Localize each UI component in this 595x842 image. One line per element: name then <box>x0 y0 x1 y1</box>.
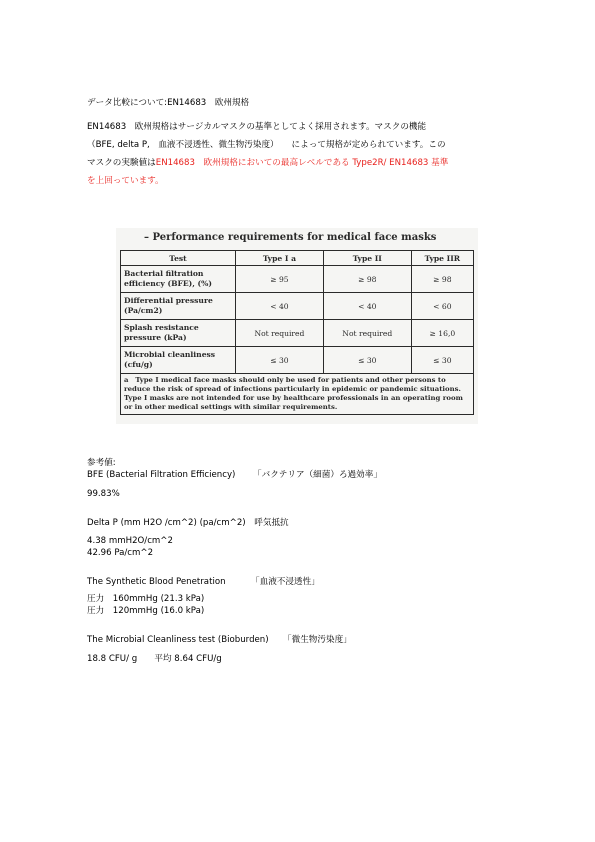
blood-penetration-name: The Synthetic Blood Penetration <box>87 577 226 587</box>
delta-p-name: Delta P (mm H2O /cm^2) (pa/cm^2) 呼気抵抗 <box>87 518 289 528</box>
blood-pressure-value-2: 圧力 120mmHg (16.0 kPa) <box>87 606 205 616</box>
intro-line-4: を上回っています。 <box>87 176 164 186</box>
table-footnote-row <box>121 374 474 415</box>
row-test-label: Microbial cleanliness (cfu/g) <box>121 347 236 374</box>
intro-line-2: （BFE, delta P, 血液不浸透性、微生物汚染度） によって規格が定められています。この <box>87 140 446 150</box>
bfe-value: 99.83% <box>87 489 120 499</box>
row-value: ≥ 98 <box>411 266 473 293</box>
row-value: Not required <box>323 320 411 347</box>
table-header-row <box>121 251 474 266</box>
table-footnote: a Type I medical face masks should only be used for patients and other persons to reduce the risk of spread of infections particularly in epidemic or pandemic situations. Type I masks are not intended for use by healthcare professionals in an operating room or in other medical settings with similar requirements. <box>121 374 474 415</box>
bfe-name: BFE (Bacterial Filtration Efficiency) <box>87 470 236 480</box>
header-type-2: Type II <box>323 251 411 266</box>
row-value: ≥ 16,0 <box>411 320 473 347</box>
bfe-japanese: 「バクテリア（細菌）ろ過効率」 <box>253 470 382 480</box>
row-value: ≤ 30 <box>323 347 411 374</box>
row-test-label: Differential pressure (Pa/cm2) <box>121 293 236 320</box>
performance-table <box>120 250 474 415</box>
row-value: ≥ 95 <box>236 266 324 293</box>
performance-requirements-figure <box>116 228 478 424</box>
intro-line-3-text: マスクの実験値は <box>87 158 156 168</box>
delta-p-value-1: 4.38 mmH2O/cm^2 <box>87 536 173 546</box>
table-row <box>121 266 474 293</box>
row-value: < 60 <box>411 293 473 320</box>
row-value: ≤ 30 <box>411 347 473 374</box>
row-value: < 40 <box>323 293 411 320</box>
header-test: Test <box>121 251 236 266</box>
header-type-1: Type I a <box>236 251 324 266</box>
intro-highlight: EN14683 欧州規格においての最高レベルである Type2R/ EN14683 基準 <box>155 158 449 168</box>
row-value: ≥ 98 <box>323 266 411 293</box>
row-value: ≤ 30 <box>236 347 324 374</box>
intro-line-3 <box>87 157 448 169</box>
header-type-2r: Type IIR <box>411 251 473 266</box>
row-test-label: Splash resistance pressure (kPa) <box>121 320 236 347</box>
page-heading: データ比較について:EN14683 欧州規格 <box>87 98 250 108</box>
delta-p-value-2: 42.96 Pa/cm^2 <box>87 548 154 558</box>
blood-pressure-value-1: 圧力 160mmHg (21.3 kPa) <box>87 594 205 604</box>
table-row <box>121 293 474 320</box>
microbial-value: 18.8 CFU/ g 平均 8.64 CFU/g <box>87 654 222 664</box>
reference-label: 参考値: <box>87 458 116 468</box>
microbial-name: The Microbial Cleanliness test (Bioburden) <box>87 635 269 645</box>
intro-line-1: EN14683 欧州規格はサージカルマスクの基準としてよく採用されます。マスクの機能 <box>87 122 427 132</box>
row-value: Not required <box>236 320 324 347</box>
table-row <box>121 347 474 374</box>
row-test-label: Bacterial filtration efficiency (BFE), (%) <box>121 266 236 293</box>
figure-title: – Performance requirements for medical face masks <box>144 232 437 243</box>
table-row <box>121 320 474 347</box>
blood-penetration-japanese: 「血液不浸透性」 <box>251 577 320 587</box>
microbial-japanese: 「微生物汚染度」 <box>283 635 352 645</box>
row-value: < 40 <box>236 293 324 320</box>
